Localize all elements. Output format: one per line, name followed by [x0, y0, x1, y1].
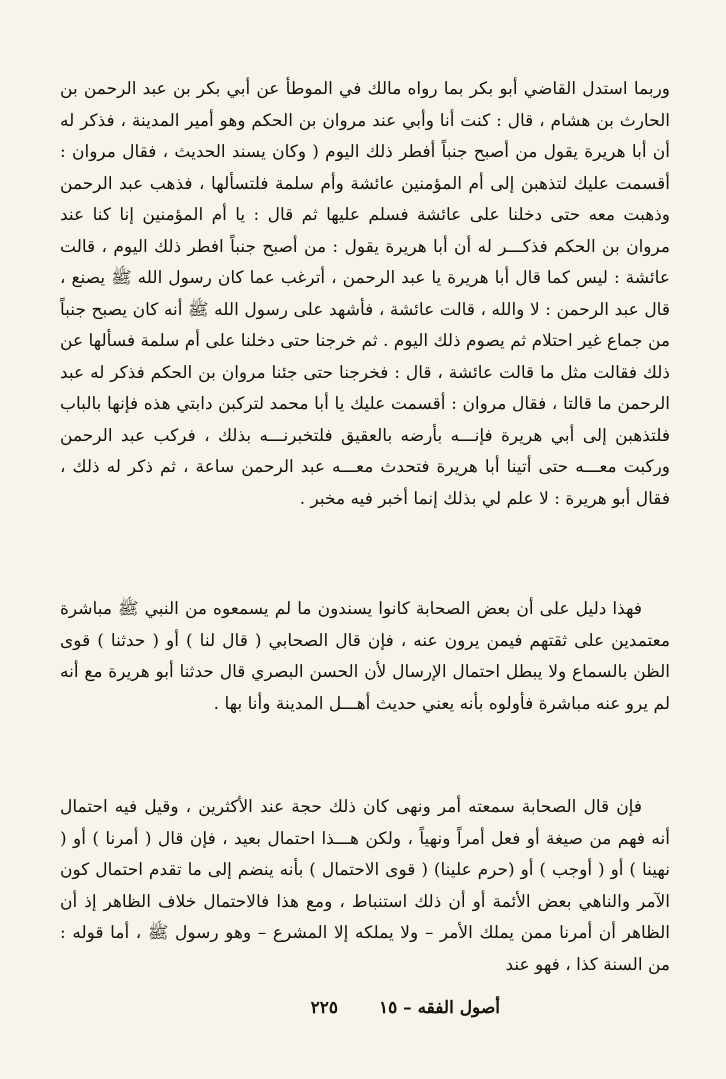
page-footer: [60, 998, 670, 1028]
paragraph-3: فإن قال الصحابة سمعته أمر ونهى كان ذلك حجة عند الأكثرين ، وقيل فيه احتمال أنه فهم من صيغة أو فعل أمراً ونهياً ، ولكن هـــذا احتمال بعيد ، فإن قال ( أمرنا ) أو ( نهينا ) أو ( أوجب ) أو (حرم علينا) ( قوى الاحتمال ) بأنه ينضم إلى ما تقدم احتمال كون الآمر والناهي بعض الأئمة أو أن ذلك استنباط ، ومع هذا فالاحتمال خلاف الظاهر إذ أن الظاهر أن أمرنا ممن يملك الأمر – ولا يملكه إلا المشرع – وهو رسول ﷺ ، أما قوله : من السنة كذا ، فهو عند: [60, 797, 670, 975]
paragraph-2: فهذا دليل على أن بعض الصحابة كانوا يسندون ما لم يسمعوه من النبي ﷺ مباشرة معتمدين على ثقتهم فيمن يرون عنه ، فإن قال الصحابي ( قال لنا ) أو ( حدثنا ) قوى الظن بالسماع ولا يبطل احتمال الإرسال لأن الحسن البصري قال حدثنا أبو هريرة مع أنه لم يرو عنه مباشرة فأولوه بأنه يعني حديث أهـــل المدينة وأنا بها .: [60, 599, 670, 714]
footer-book-title: أصول الفقه – ١٥: [378, 998, 500, 1018]
page-number: ٢٢٥: [310, 998, 338, 1018]
paragraph-1: وربما استدل القاضي أبو بكر بما رواه مالك في الموطأ عن أبي بكر بن عبد الرحمن بن الحارث بن هشام ، قال : كنت أنا وأبي عند مروان بن الحكم وهو أمير المدينة ، فذكر له أن أبا هريرة يقول من أصبح جنباً أفطر ذلك اليوم ( وكان يسند الحديث ، فقال مروان : أقسمت عليك لتذهبن إلى أم المؤمنين عائشة وأم سلمة فلتسألها ، فذهب عبد الرحمن وذهبت معه حتى دخلنا على عائشة فسلم عليها ثم قال : يا أم المؤمنين إنا كنا عند مروان بن الحكم فذكـــر له أن أبا هريرة يقول : من أصبح جنباً افطر ذلك اليوم ، قالت عائشة : ليس كما قال أبا هريرة يا عبد الرحمن ، أترغب عما كان رسول الله ﷺ يصنع ، قال عبد الرحمن : لا والله ، قالت عائشة ، فأشهد على رسول الله ﷺ أنه كان يصبح جنباً من جماع غير احتلام ثم يصوم ذلك اليوم . ثم خرجنا حتى دخلنا على أم سلمة فسألها عن ذلك فقالت مثل ما قالت عائشة ، قال : فخرجنا حتى جئنا مروان بن الحكم فذكر له عبد الرحمن ما قالتا ، فقال مروان : أقسمت عليك يا أبا محمد لتركبن دابتي هذه فإنها بالباب فلتذهبن إلى أبي هريرة فإنـــه بأرضه بالعقيق فلتخبرنـــه بذلك ، فركب عبد الرحمن وركبت معـــه حتى أتينا أبا هريرة فتحدث معـــه عبد الرحمن ساعة ، ثم ذكر له ذلك ، فقال أبو هريرة : لا علم لي بذلك إنما أخبر فيه مخبر .: [60, 79, 670, 509]
